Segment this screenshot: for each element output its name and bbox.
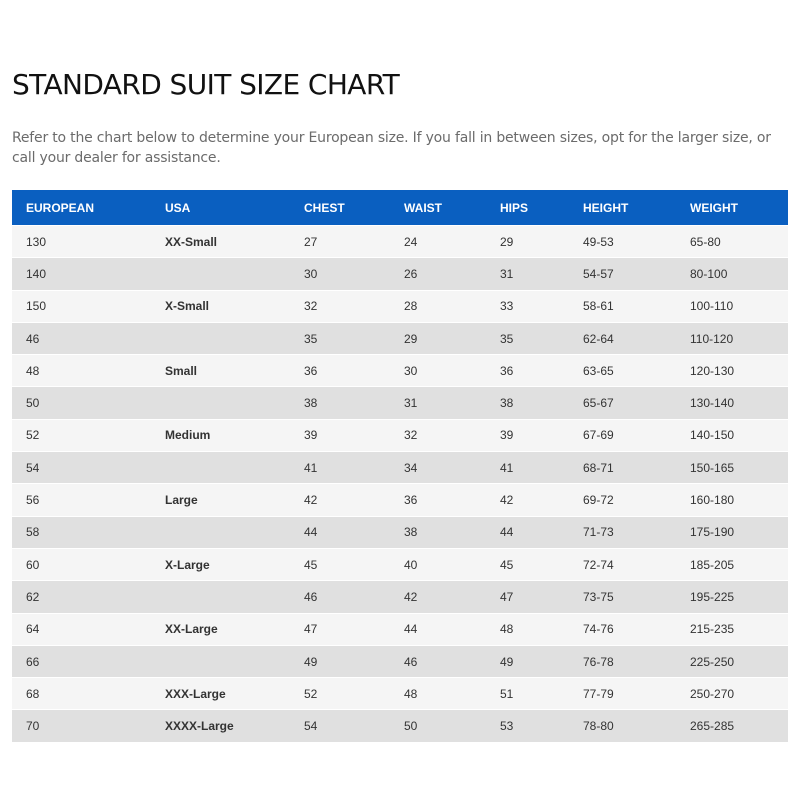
table-row	[12, 355, 788, 387]
cell-usa: XX-Small	[151, 226, 290, 258]
cell-chest: 54	[290, 710, 390, 742]
cell-european: 48	[12, 355, 151, 387]
cell-weight: 130-140	[676, 387, 788, 419]
table-row	[12, 613, 788, 645]
table-body	[12, 226, 788, 742]
cell-usa	[151, 645, 290, 677]
cell-waist: 30	[390, 355, 486, 387]
table-row	[12, 258, 788, 290]
table-row	[12, 484, 788, 516]
cell-weight: 120-130	[676, 355, 788, 387]
cell-waist: 31	[390, 387, 486, 419]
cell-waist: 46	[390, 645, 486, 677]
cell-usa: XX-Large	[151, 613, 290, 645]
cell-european: 56	[12, 484, 151, 516]
table-row	[12, 452, 788, 484]
cell-waist: 34	[390, 452, 486, 484]
cell-weight: 185-205	[676, 548, 788, 580]
cell-european: 58	[12, 516, 151, 548]
cell-hips: 44	[486, 516, 569, 548]
cell-waist: 42	[390, 581, 486, 613]
table-row	[12, 678, 788, 710]
size-chart-table	[12, 190, 788, 742]
cell-height: 49-53	[569, 226, 676, 258]
cell-height: 62-64	[569, 322, 676, 354]
cell-height: 63-65	[569, 355, 676, 387]
cell-hips: 53	[486, 710, 569, 742]
cell-height: 58-61	[569, 290, 676, 322]
cell-chest: 44	[290, 516, 390, 548]
cell-hips: 41	[486, 452, 569, 484]
cell-european: 60	[12, 548, 151, 580]
cell-hips: 31	[486, 258, 569, 290]
table-header-row	[12, 190, 788, 226]
cell-hips: 51	[486, 678, 569, 710]
cell-hips: 38	[486, 387, 569, 419]
cell-chest: 42	[290, 484, 390, 516]
cell-height: 72-74	[569, 548, 676, 580]
cell-chest: 38	[290, 387, 390, 419]
cell-waist: 40	[390, 548, 486, 580]
cell-hips: 47	[486, 581, 569, 613]
cell-weight: 80-100	[676, 258, 788, 290]
table-row	[12, 710, 788, 742]
cell-height: 68-71	[569, 452, 676, 484]
page-title: STANDARD SUIT SIZE CHART	[12, 68, 400, 101]
cell-usa	[151, 258, 290, 290]
cell-height: 69-72	[569, 484, 676, 516]
cell-chest: 47	[290, 613, 390, 645]
column-header-weight: WEIGHT	[676, 190, 788, 226]
cell-chest: 41	[290, 452, 390, 484]
cell-european: 62	[12, 581, 151, 613]
cell-european: 66	[12, 645, 151, 677]
cell-waist: 24	[390, 226, 486, 258]
cell-hips: 36	[486, 355, 569, 387]
cell-chest: 46	[290, 581, 390, 613]
cell-usa	[151, 581, 290, 613]
cell-height: 76-78	[569, 645, 676, 677]
column-header-hips: HIPS	[486, 190, 569, 226]
table-row	[12, 548, 788, 580]
column-header-height: HEIGHT	[569, 190, 676, 226]
cell-waist: 44	[390, 613, 486, 645]
cell-usa: XXXX-Large	[151, 710, 290, 742]
cell-usa: X-Large	[151, 548, 290, 580]
cell-european: 68	[12, 678, 151, 710]
cell-height: 78-80	[569, 710, 676, 742]
cell-chest: 39	[290, 419, 390, 451]
cell-weight: 250-270	[676, 678, 788, 710]
cell-height: 54-57	[569, 258, 676, 290]
column-header-waist: WAIST	[390, 190, 486, 226]
cell-hips: 29	[486, 226, 569, 258]
cell-usa: XXX-Large	[151, 678, 290, 710]
cell-weight: 225-250	[676, 645, 788, 677]
cell-chest: 27	[290, 226, 390, 258]
cell-weight: 160-180	[676, 484, 788, 516]
cell-height: 67-69	[569, 419, 676, 451]
cell-usa: Large	[151, 484, 290, 516]
table-row	[12, 516, 788, 548]
cell-weight: 215-235	[676, 613, 788, 645]
cell-weight: 100-110	[676, 290, 788, 322]
cell-hips: 42	[486, 484, 569, 516]
column-header-european: EUROPEAN	[12, 190, 151, 226]
cell-european: 52	[12, 419, 151, 451]
cell-usa: X-Small	[151, 290, 290, 322]
cell-waist: 29	[390, 322, 486, 354]
cell-waist: 32	[390, 419, 486, 451]
table-row	[12, 645, 788, 677]
table-row	[12, 226, 788, 258]
cell-usa	[151, 516, 290, 548]
cell-height: 74-76	[569, 613, 676, 645]
cell-waist: 38	[390, 516, 486, 548]
cell-hips: 33	[486, 290, 569, 322]
cell-weight: 150-165	[676, 452, 788, 484]
cell-chest: 45	[290, 548, 390, 580]
table-row	[12, 290, 788, 322]
cell-chest: 32	[290, 290, 390, 322]
cell-european: 50	[12, 387, 151, 419]
cell-height: 77-79	[569, 678, 676, 710]
cell-chest: 30	[290, 258, 390, 290]
cell-european: 64	[12, 613, 151, 645]
cell-height: 71-73	[569, 516, 676, 548]
cell-weight: 65-80	[676, 226, 788, 258]
cell-european: 54	[12, 452, 151, 484]
cell-usa	[151, 387, 290, 419]
table-row	[12, 322, 788, 354]
cell-usa	[151, 452, 290, 484]
cell-waist: 36	[390, 484, 486, 516]
cell-european: 46	[12, 322, 151, 354]
table-row	[12, 581, 788, 613]
cell-height: 73-75	[569, 581, 676, 613]
cell-hips: 45	[486, 548, 569, 580]
cell-hips: 49	[486, 645, 569, 677]
cell-chest: 49	[290, 645, 390, 677]
column-header-usa: USA	[151, 190, 290, 226]
cell-height: 65-67	[569, 387, 676, 419]
cell-usa: Small	[151, 355, 290, 387]
cell-weight: 195-225	[676, 581, 788, 613]
cell-european: 130	[12, 226, 151, 258]
cell-chest: 36	[290, 355, 390, 387]
cell-chest: 35	[290, 322, 390, 354]
cell-weight: 265-285	[676, 710, 788, 742]
cell-usa	[151, 322, 290, 354]
cell-weight: 110-120	[676, 322, 788, 354]
cell-chest: 52	[290, 678, 390, 710]
cell-european: 70	[12, 710, 151, 742]
cell-weight: 175-190	[676, 516, 788, 548]
intro-text: Refer to the chart below to determine your European size. If you fall in between sizes, opt for the larger size, or call your dealer for assistance.	[12, 130, 771, 166]
cell-waist: 50	[390, 710, 486, 742]
column-header-chest: CHEST	[290, 190, 390, 226]
table-row	[12, 387, 788, 419]
table-row	[12, 419, 788, 451]
cell-usa: Medium	[151, 419, 290, 451]
cell-european: 140	[12, 258, 151, 290]
cell-hips: 39	[486, 419, 569, 451]
cell-waist: 26	[390, 258, 486, 290]
cell-weight: 140-150	[676, 419, 788, 451]
cell-hips: 48	[486, 613, 569, 645]
cell-hips: 35	[486, 322, 569, 354]
cell-waist: 28	[390, 290, 486, 322]
cell-european: 150	[12, 290, 151, 322]
cell-waist: 48	[390, 678, 486, 710]
